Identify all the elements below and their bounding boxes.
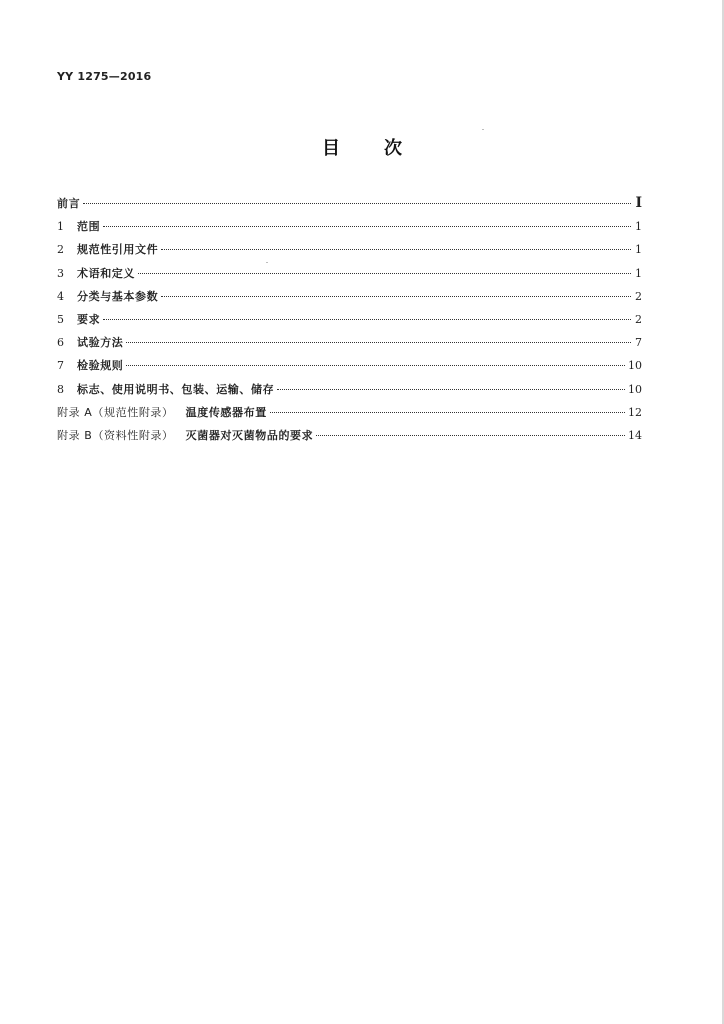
toc-entry-number: 5	[57, 312, 64, 326]
toc-entry-label: 前言	[57, 197, 81, 210]
toc-entry-page: 12	[628, 405, 642, 419]
toc-entry-test-methods[interactable]	[57, 334, 642, 357]
toc-entry-label: 术语和定义	[77, 266, 135, 280]
toc-entry-normative-references[interactable]	[57, 241, 642, 264]
dot-leader	[161, 249, 631, 250]
dot-leader	[103, 319, 631, 320]
toc-entry-inspection-rules[interactable]	[57, 357, 642, 380]
dot-leader	[83, 203, 631, 204]
toc-title-part2: 次	[384, 138, 402, 159]
toc-entry-appendix-a[interactable]	[57, 404, 642, 427]
toc-entry-label: 分类与基本参数	[77, 289, 159, 303]
toc-entry-page: 14	[628, 428, 642, 442]
toc-entry-label	[57, 427, 313, 443]
table-of-contents	[57, 195, 642, 450]
toc-entry-label: 要求	[77, 312, 101, 326]
toc-entry-label: 检验规则	[77, 359, 124, 373]
toc-entry-page: 7	[635, 336, 642, 350]
toc-entry-number: 3	[57, 266, 64, 280]
toc-entry-number: 8	[57, 382, 64, 396]
toc-entry-classification[interactable]	[57, 288, 642, 311]
toc-entry-number: 7	[57, 359, 64, 373]
toc-entry-page: 10	[628, 382, 642, 396]
toc-entry-scope[interactable]	[57, 218, 642, 241]
standard-code: YY 1275—2016	[57, 70, 152, 83]
toc-entry-page: 1	[635, 266, 642, 280]
toc-entry-label: 范围	[77, 220, 101, 234]
toc-entry-page: 10	[628, 359, 642, 373]
toc-entry-appendix-b[interactable]	[57, 427, 642, 450]
toc-entry-foreword[interactable]	[57, 195, 642, 218]
toc-entry-label: 标志、使用说明书、包装、运输、储存	[77, 382, 275, 396]
dot-leader	[277, 389, 625, 390]
toc-entry-requirements[interactable]	[57, 311, 642, 334]
appendix-title: 温度传感器布置	[185, 405, 267, 419]
dot-leader	[103, 226, 631, 227]
dot-leader	[138, 273, 631, 274]
dot-leader	[270, 412, 625, 413]
toc-entry-page: 1	[635, 243, 642, 257]
toc-entry-number: 6	[57, 336, 64, 350]
toc-entry-number: 4	[57, 289, 64, 303]
toc-entry-label: 试验方法	[77, 336, 124, 350]
dot-leader	[161, 296, 631, 297]
appendix-title: 灭菌器对灭菌物品的要求	[185, 428, 314, 442]
appendix-heading: 附录 B（资料性附录）	[57, 428, 174, 442]
scan-speck	[266, 262, 268, 263]
dot-leader	[316, 435, 625, 436]
toc-entry-label: 规范性引用文件	[77, 243, 159, 257]
appendix-heading: 附录 A（规范性附录）	[57, 405, 174, 419]
toc-entry-marking-packaging[interactable]	[57, 381, 642, 404]
toc-entry-number: 2	[57, 243, 64, 257]
toc-entry-number: 1	[57, 220, 64, 234]
toc-title	[0, 134, 724, 160]
dot-leader	[126, 342, 631, 343]
toc-title-part1: 目	[322, 138, 340, 159]
toc-entry-terms-definitions[interactable]	[57, 265, 642, 288]
toc-entry-label	[57, 404, 267, 420]
toc-entry-page: 1	[635, 220, 642, 234]
toc-entry-page: 2	[635, 312, 642, 326]
toc-entry-page: 2	[635, 289, 642, 303]
toc-entry-page: I	[635, 195, 642, 211]
dot-leader	[126, 365, 625, 366]
scan-speck	[482, 129, 484, 130]
